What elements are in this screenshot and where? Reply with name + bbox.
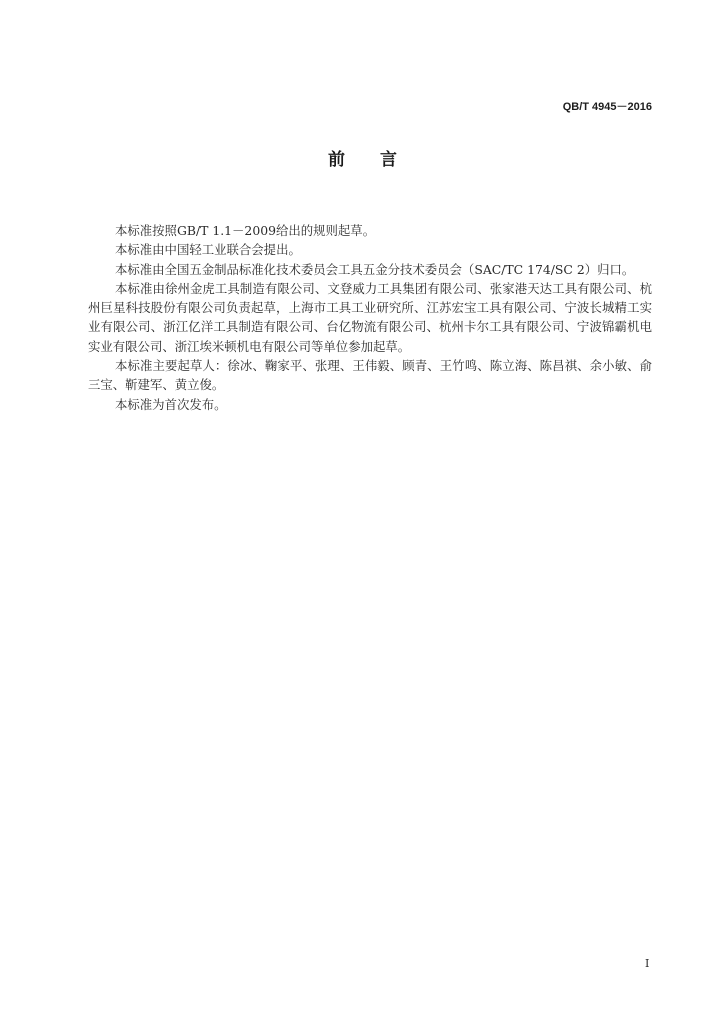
paragraph-line: 本标准由徐州金虎工具制造有限公司、文登威力工具集团有限公司、张家港天达工具有限公司、杭 <box>115 280 652 296</box>
paragraph-under-jurisdiction: 本标准由全国五金制品标准化技术委员会工具五金分技术委员会（SAC/TC 174/SC 2）归口。 <box>115 261 635 277</box>
standard-code: QB/T 4945－2016 <box>562 101 652 113</box>
paragraph-first-release: 本标准为首次发布。 <box>115 396 227 412</box>
paragraph-drafting-units <box>88 279 652 356</box>
paragraph-proposed-by: 本标准由中国轻工业联合会提出。 <box>115 242 301 258</box>
paragraph-line: 州巨星科技股份有限公司负责起草，上海市工具工业研究所、江苏宏宝工具有限公司、宁波长城精工实 <box>88 300 652 316</box>
paragraph-line: 实业有限公司、浙江埃米顿机电有限公司等单位参加起草。 <box>88 338 411 354</box>
foreword-body <box>88 221 652 414</box>
paragraph-line: 业有限公司、浙江亿洋工具制造有限公司、台亿物流有限公司、杭州卡尔工具有限公司、宁波锦霸机电 <box>88 319 652 335</box>
page-number: I <box>645 957 650 970</box>
paragraph-main-drafters <box>88 356 652 395</box>
paragraph-line: 本标准主要起草人：徐冰、鞠家平、张理、王伟毅、顾青、王竹鸣、陈立海、陈昌祺、余小敏、俞 <box>115 358 652 374</box>
paragraph-line: 三宝、靳建军、黄立俊。 <box>88 377 225 393</box>
paragraph-drafting-rules: 本标准按照GB/T 1.1－2009给出的规则起草。 <box>115 223 376 238</box>
page-title: 前 言 <box>328 150 397 170</box>
